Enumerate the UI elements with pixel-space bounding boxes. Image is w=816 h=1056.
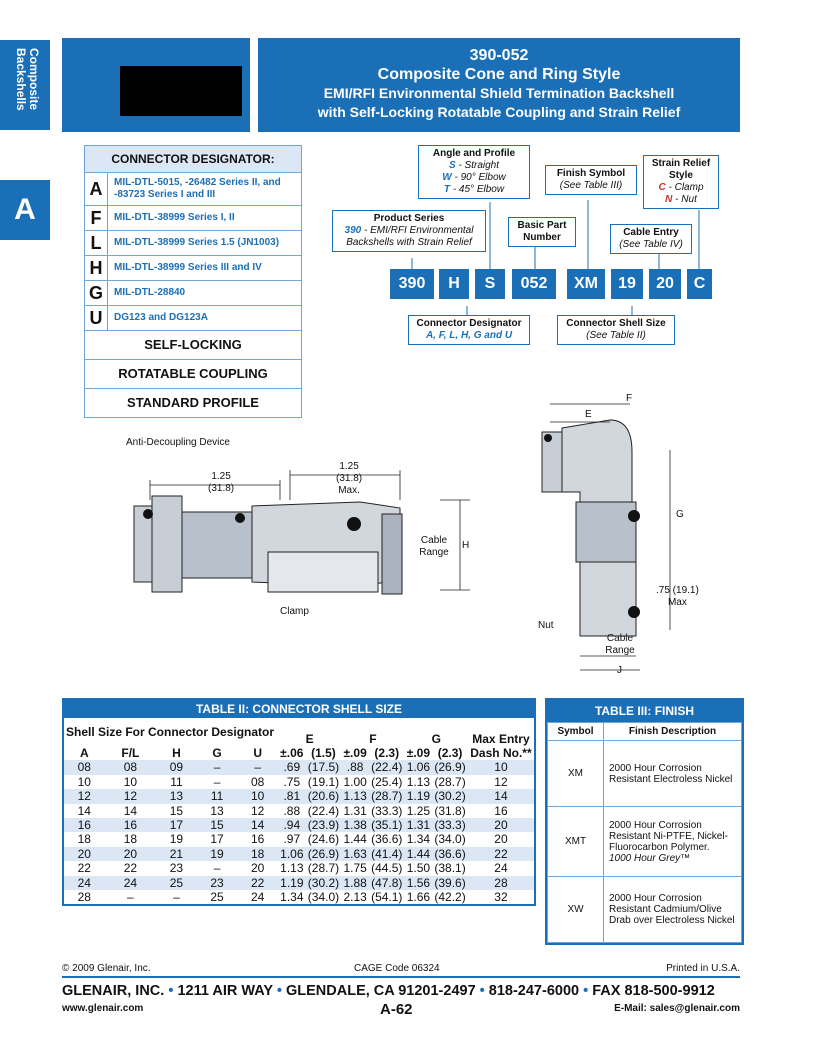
table2-col-header: A — [79, 746, 89, 760]
table-cell: (30.2) — [432, 789, 468, 803]
table-cell: 22 — [237, 876, 278, 890]
designator-row: U DG123 and DG123A — [85, 306, 301, 331]
table2-col-header: (2.3) — [374, 746, 400, 760]
table-cell: 20 — [64, 847, 105, 861]
table2-col-header: F/L — [121, 746, 140, 760]
table-cell: 15 — [169, 803, 184, 818]
table-cell: 14 — [123, 803, 138, 818]
table-cell: 15 — [197, 818, 238, 832]
table-cell: 25 — [210, 890, 224, 905]
table-cell: 20 — [494, 832, 508, 847]
straight-backshell-drawing — [100, 430, 500, 630]
table2-col-header: G — [212, 746, 222, 760]
table2-col-header: (1.5) — [311, 746, 336, 760]
title-line3: with Self-Locking Rotatable Coupling and Strain Relief — [317, 104, 681, 120]
table-cell: (36.6) — [432, 847, 468, 861]
table3-grid: Symbol Finish Description XM 2000 Hour Corrosion Resistant Electroless Nickel XMT 2000 Hour Corrosion Resistant Ni-PTFE, Nickel-Fluorocarbon Polymer. 1000 Hour Grey™ XW 2000 Hour Corrosion Resistant Cadmium/Olive Drab over Electroless Nickel — [547, 722, 742, 943]
table-cell: 22 — [123, 861, 138, 876]
footer-email-link[interactable]: E-Mail: sales@glenair.com — [614, 1003, 740, 1014]
table-cell: 08 — [64, 760, 105, 774]
table-cell: (33.3) — [432, 818, 468, 832]
table-cell: – — [197, 760, 238, 774]
table-cell: 1.44 — [405, 847, 433, 861]
table-cell: (28.7) — [434, 774, 466, 789]
table-cell: 18 — [123, 832, 138, 847]
feature-self-locking: SELF-LOCKING — [85, 331, 301, 360]
label-h: H — [462, 540, 470, 551]
pn-angle-profile: S — [475, 269, 505, 299]
table-cell: 12 — [64, 789, 105, 803]
table-cell: 1.34 — [406, 832, 431, 847]
table-cell: (34.0) — [307, 890, 340, 905]
table-cell: 24 — [105, 876, 156, 890]
pn-cable-entry: 20 — [649, 269, 681, 299]
table-cell: 28 — [77, 890, 91, 905]
table-cell: 32 — [494, 890, 508, 905]
table-cell: (19.1) — [307, 774, 340, 789]
table-cell: 1.63 — [341, 847, 369, 861]
footer-divider — [62, 976, 740, 978]
table-cell: (35.1) — [369, 818, 405, 832]
table-cell: (31.8) — [434, 803, 466, 818]
table2-grid: Shell Size For Connector Designator E F G Max Entry A F/L H G U ±.06 (1.5) ±.09 (2.3) ±.09 (2.3) Dash No.** 08 08 09 – – .69 (17.5) .88 (22.4) 1.06 (26.9) 10 10 10 11 – 08 .75 (19.1) 1.00 (25.4) 1.13 (28.7) 12 12 12 13 11 10 .81 (20.6) 1.13 (28.7) 1.19 (30.2) 14 14 14 15 13 12 .88 (22.4) 1.31 (33.3) 1.25 (31.8) 16 16 16 17 15 14 .94 (23.9) 1.38 (35.1) 1.31 (33.3) 20 18 18 19 17 16 .97 (24.6) 1.44 (36.6) 1.34 (34.0) 20 20 20 21 19 18 1.06 (26.9) 1.63 (41.4) 1.44 (36.6) 22 22 22 23 – 20 1.13 (28.7) 1.75 (44.5) 1.50 (38.1) 24 24 24 25 23 22 1.19 (30.2) 1.88 (47.8) 1.56 (39.6) 28 28 – – 25 24 1.34 (34.0) 2.13 (54.1) 1.66 (42.2) 32 — [64, 718, 534, 904]
table-cell: 11 — [170, 774, 183, 789]
table2-col-header: ±.09 — [406, 746, 431, 760]
table-row — [64, 876, 534, 890]
table-cell: (47.8) — [369, 876, 405, 890]
connector-designator-title: CONNECTOR DESIGNATOR: — [85, 146, 301, 173]
table-cell: 23 — [197, 876, 238, 890]
table-cell: 10 — [237, 789, 278, 803]
label-cable-range: Cable Range — [419, 535, 449, 558]
label-j: J — [617, 665, 622, 676]
table-cell: 16 — [494, 803, 508, 818]
table-cell: 25 — [156, 876, 197, 890]
dim-1-25-max: 1.25 (31.8) Max. — [336, 461, 363, 496]
table-row — [64, 890, 534, 904]
table-row — [64, 789, 534, 803]
table-cell: 1.13 — [280, 861, 304, 876]
table-cell: (34.0) — [434, 832, 466, 847]
designator-row: L MIL-DTL-38999 Series 1.5 (JN1003) — [85, 231, 301, 256]
pn-shell-size: 19 — [611, 269, 643, 299]
section-tab — [0, 40, 50, 130]
table3-title: TABLE III: FINISH — [547, 700, 742, 722]
table-cell: (42.2) — [434, 890, 466, 905]
table-cell: 10 — [77, 774, 91, 789]
pn-basic-part: 052 — [512, 269, 556, 299]
table-cell: 16 — [64, 818, 105, 832]
table-cell: .88 — [341, 760, 369, 774]
table-cell: 1.44 — [343, 832, 367, 847]
pn-strain-relief: C — [687, 269, 712, 299]
table-cell: – — [237, 760, 278, 774]
table2-col-header: ±.06 — [280, 746, 304, 760]
table-cell: 13 — [156, 789, 197, 803]
table-cell: 20 — [105, 847, 156, 861]
designator-row: F MIL-DTL-38999 Series I, II — [85, 206, 301, 231]
table-cell: (22.4) — [369, 760, 405, 774]
table-cell: 22 — [77, 861, 91, 876]
table-cell: 1.06 — [405, 760, 433, 774]
page-number: A-62 — [380, 1001, 413, 1018]
dim-max-entry: .75 (19.1) Max — [656, 585, 699, 608]
title-line2: EMI/RFI Environmental Shield Termination Backshell — [323, 85, 675, 101]
table-cell: .97 — [283, 832, 301, 847]
table-cell: 1.19 — [278, 876, 306, 890]
table-cell: 20 — [251, 861, 265, 876]
table-cell: 08 — [105, 760, 156, 774]
table-cell: 1.50 — [406, 861, 431, 876]
table-cell: 1.56 — [405, 876, 433, 890]
section-tab-label: Composite Backshells — [14, 48, 41, 111]
footer-copyright: © 2009 Glenair, Inc. — [62, 963, 151, 974]
table-row — [64, 818, 534, 832]
table-cell: .81 — [278, 789, 306, 803]
table-cell: (25.4) — [371, 774, 403, 789]
table-cell: (20.6) — [306, 789, 342, 803]
table-cell: 1.00 — [343, 774, 367, 789]
table-cell: 12 — [251, 803, 265, 818]
footer-web-link[interactable]: www.glenair.com — [62, 1003, 144, 1014]
table-cell: 10 — [468, 760, 534, 774]
table-cell: 24 — [251, 890, 265, 905]
table-cell: 19 — [197, 847, 238, 861]
table2-col-header: ±.09 — [343, 746, 367, 760]
table-cell: 12 — [105, 789, 156, 803]
table-cell: 24 — [64, 876, 105, 890]
table-row: XM 2000 Hour Corrosion Resistant Electroless Nickel — [548, 741, 742, 807]
table-cell: (30.2) — [306, 876, 342, 890]
callout-strain-relief: Strain Relief Style C - Clamp N - Nut — [643, 155, 719, 209]
table-cell: 08 — [251, 774, 265, 789]
table-cell: 24 — [494, 861, 508, 876]
table-cell: (26.9) — [432, 760, 468, 774]
table-cell: 1.25 — [406, 803, 431, 818]
feature-standard-profile: STANDARD PROFILE — [127, 395, 259, 410]
table-cell: – — [213, 774, 221, 789]
table-cell: 1.34 — [280, 890, 304, 905]
table-cell: 10 — [123, 774, 138, 789]
callout-connector-designator: Connector Designator A, F, L, H, G and U — [408, 315, 530, 345]
table-row — [64, 832, 534, 846]
table-cell: 14 — [77, 803, 91, 818]
table-row — [64, 775, 534, 789]
table-cell: 28 — [468, 876, 534, 890]
table-cell: 14 — [237, 818, 278, 832]
label-cable-range-elbow: Cable Range — [605, 633, 635, 656]
table-cell: .94 — [278, 818, 306, 832]
footer-cage: CAGE Code 06324 — [354, 963, 440, 974]
table-cell: 20 — [468, 818, 534, 832]
table-cell: (36.6) — [371, 832, 403, 847]
table-cell: (39.6) — [432, 876, 468, 890]
table2-title: TABLE II: CONNECTOR SHELL SIZE — [64, 700, 534, 718]
table-row — [64, 861, 534, 875]
table-cell: 23 — [169, 861, 184, 876]
label-e: E — [585, 409, 592, 420]
table-row — [64, 760, 534, 774]
table-cell: (41.4) — [369, 847, 405, 861]
table2-col-header: Dash No.** — [470, 746, 532, 760]
callout-finish-symbol: Finish Symbol (See Table III) — [545, 165, 637, 195]
section-letter: A — [0, 180, 50, 240]
table-cell: – — [213, 861, 221, 876]
table-cell: 1.06 — [278, 847, 306, 861]
label-g: G — [676, 509, 684, 520]
part-number-title: 390-052 — [469, 47, 529, 64]
callout-angle-profile: Angle and Profile S - Straight W - 90° Elbow T - 45° Elbow — [418, 145, 530, 199]
table-cell: 1.75 — [343, 861, 367, 876]
callout-basic-part: Basic Part Number — [508, 217, 576, 247]
table-cell: 16 — [105, 818, 156, 832]
table2-col-header: (2.3) — [437, 746, 463, 760]
label-nut: Nut — [538, 620, 554, 631]
table-cell: 2.13 — [343, 890, 367, 905]
connector-designator-table — [84, 145, 302, 418]
table-cell: 14 — [468, 789, 534, 803]
logo-placeholder — [120, 66, 242, 116]
table-cell: – — [173, 890, 180, 905]
table-row — [64, 804, 534, 818]
callout-shell-size: Connector Shell Size (See Table II) — [557, 315, 675, 345]
designator-row: H MIL-DTL-38999 Series III and IV — [85, 256, 301, 281]
table-cell: 21 — [156, 847, 197, 861]
table-cell: .69 — [278, 760, 306, 774]
table-row: XW 2000 Hour Corrosion Resistant Cadmium/Olive Drab over Electroless Nickel — [548, 877, 742, 943]
pn-connector-designator: H — [439, 269, 469, 299]
table-connector-shell-size — [62, 698, 536, 906]
pn-product-series: 390 — [390, 269, 434, 299]
table-cell: 16 — [251, 832, 265, 847]
table-cell: (44.5) — [371, 861, 403, 876]
title-line1: Composite Cone and Ring Style — [377, 66, 621, 83]
table-cell: .88 — [283, 803, 301, 818]
table-cell: 17 — [156, 818, 197, 832]
table-cell: (33.3) — [371, 803, 403, 818]
callout-product-series: Product Series 390 - EMI/RFI Environmental Backshells with Strain Relief — [332, 210, 486, 252]
table-cell: (38.1) — [434, 861, 466, 876]
table-cell: (28.7) — [369, 789, 405, 803]
footer-printed: Printed in U.S.A. — [666, 963, 740, 974]
table-cell: 09 — [156, 760, 197, 774]
table-cell: 1.13 — [406, 774, 431, 789]
callout-cable-entry: Cable Entry (See Table IV) — [610, 224, 692, 254]
table-cell: 1.31 — [405, 818, 433, 832]
label-clamp: Clamp — [280, 606, 309, 617]
table-finish — [545, 698, 744, 945]
label-anti-decoupling: Anti-Decoupling Device — [126, 437, 230, 448]
designator-row: G MIL-DTL-28840 — [85, 281, 301, 306]
table-cell: 1.38 — [341, 818, 369, 832]
designator-row: A MIL-DTL-5015, -26482 Series II, and -83723 Series I and III — [85, 173, 301, 206]
table-cell: 12 — [494, 774, 508, 789]
table-row — [64, 847, 534, 861]
table2-col-header: U — [253, 746, 263, 760]
footer-contact: GLENAIR, INC. • 1211 AIR WAY • GLENDALE, CA 91201-2497 • 818-247-6000 • FAX 818-500-9912 — [62, 983, 715, 999]
table-cell: (26.9) — [306, 847, 342, 861]
table-cell: (17.5) — [306, 760, 342, 774]
table-cell: 1.13 — [341, 789, 369, 803]
table-cell: 1.88 — [341, 876, 369, 890]
table-row: XMT 2000 Hour Corrosion Resistant Ni-PTFE, Nickel-Fluorocarbon Polymer. 1000 Hour Grey™ — [548, 807, 742, 877]
table-cell: (24.6) — [307, 832, 340, 847]
table-cell: .75 — [283, 774, 301, 789]
table-cell: 1.19 — [405, 789, 433, 803]
dim-1-25: 1.25 (31.8) — [208, 471, 235, 494]
table-cell: 1.31 — [343, 803, 367, 818]
table-cell: (23.9) — [306, 818, 342, 832]
table-cell: 17 — [210, 832, 224, 847]
table-cell: (22.4) — [307, 803, 340, 818]
feature-rotatable-coupling: ROTATABLE COUPLING — [85, 360, 301, 389]
table-cell: (54.1) — [371, 890, 403, 905]
page-title — [258, 38, 740, 132]
table-cell: 19 — [169, 832, 184, 847]
pn-finish: XM — [567, 269, 605, 299]
table-cell: – — [127, 890, 134, 905]
table-cell: 18 — [237, 847, 278, 861]
table-cell: 18 — [77, 832, 91, 847]
table-cell: (28.7) — [307, 861, 340, 876]
table-cell: 1.66 — [406, 890, 431, 905]
table-cell: 13 — [210, 803, 224, 818]
table-cell: 22 — [468, 847, 534, 861]
label-f: F — [626, 393, 633, 404]
table2-col-header: H — [172, 746, 181, 760]
table-cell: 11 — [197, 789, 238, 803]
